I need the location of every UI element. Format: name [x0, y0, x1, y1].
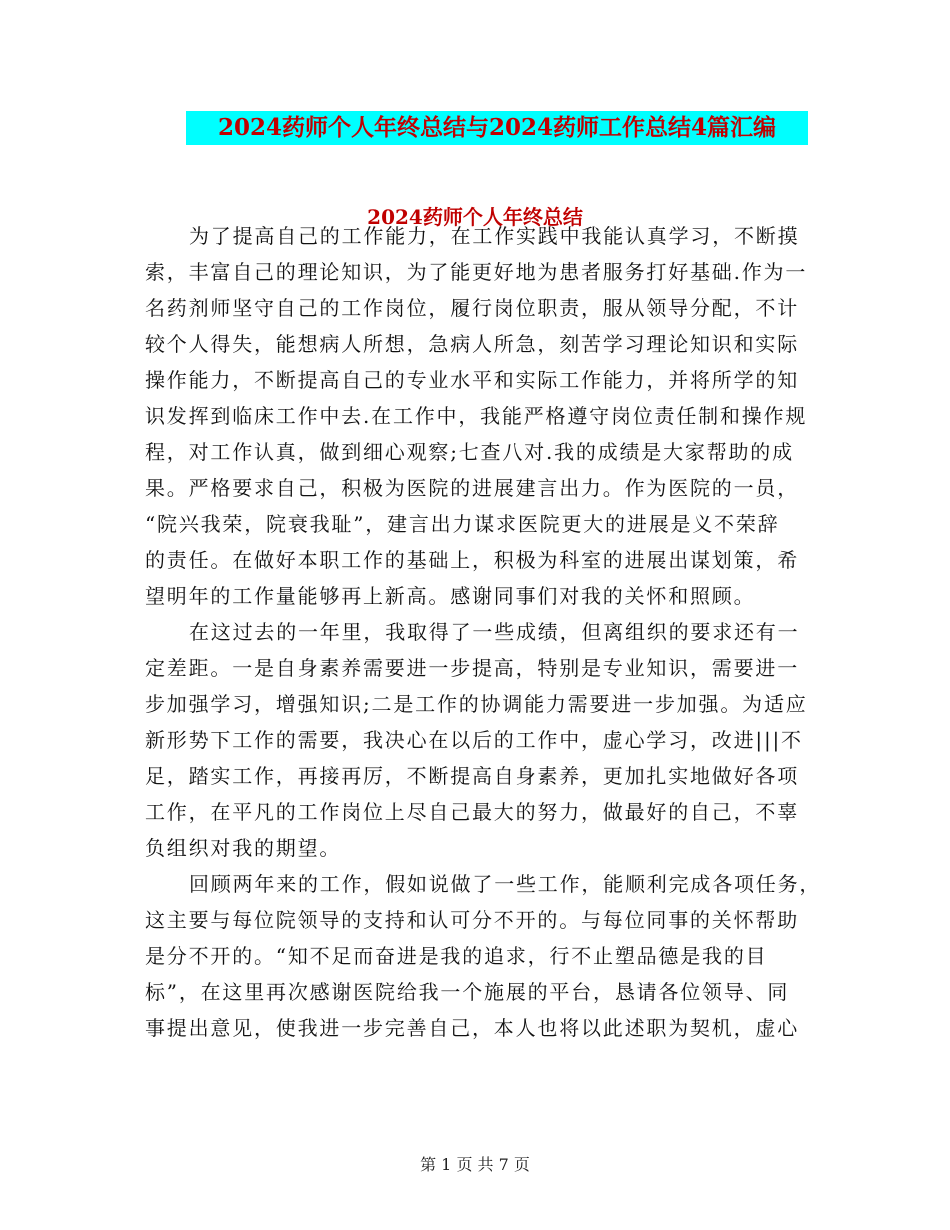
- paragraph-line: 操作能力，不断提高自己的专业水平和实际工作能力，并将所学的知: [145, 368, 799, 392]
- paragraph-line: 负组织对我的期望。: [145, 836, 342, 860]
- paragraph-line: 这主要与每位院领导的支持和认可分不开的。与每位同事的关怀帮助: [145, 908, 799, 932]
- section-title: 2024药师个人年终总结: [367, 205, 583, 229]
- paragraph-line: 较个人得失，能想病人所想，急病人所急，刻苦学习理论知识和实际: [145, 332, 799, 356]
- paragraph-line: 的责任。在做好本职工作的基础上，积极为科室的进展出谋划策，希: [145, 548, 799, 572]
- paragraph-line: 事提出意见，使我进一步完善自己，本人也将以此述职为契机，虚心: [145, 1016, 799, 1040]
- main-title: 2024药师个人年终总结与2024药师工作总结4篇汇编: [217, 114, 777, 141]
- paragraph-line: 标”，在这里再次感谢医院给我一个施展的平台，恳请各位领导、同: [145, 980, 790, 1004]
- paragraph-line: 为了提高自己的工作能力，在工作实践中我能认真学习，不断摸: [189, 224, 800, 248]
- paragraph-line: 索，丰富自己的理论知识，为了能更好地为患者服务打好基础.作为一: [145, 260, 808, 284]
- paragraph-line: 程，对工作认真，做到细心观察;七查八对.我的成绩是大家帮助的成: [145, 440, 794, 464]
- paragraph-line: 定差距。一是自身素养需要进一步提高，特别是专业知识，需要进一: [145, 656, 799, 680]
- paragraph-line: 足，踏实工作，再接再厉，不断提高自身素养，更加扎实地做好各项: [145, 764, 799, 788]
- paragraph-line: “院兴我荣，院衰我耻”，建言出力谋求医院更大的进展是义不荣辞: [145, 512, 780, 536]
- main-title-highlight: [186, 111, 808, 145]
- paragraph-line: 识发挥到临床工作中去.在工作中，我能严格遵守岗位责任制和操作规: [145, 404, 808, 428]
- paragraph-line: 名药剂师坚守自己的工作岗位，履行岗位职责，服从领导分配，不计: [145, 296, 799, 320]
- paragraph-line: 步加强学习，增强知识;二是工作的协调能力需要进一步加强。为适应: [145, 692, 808, 716]
- paragraph-line: 回顾两年来的工作，假如说做了一些工作，能顺利完成各项任务，: [189, 872, 822, 896]
- paragraph-line: 新形势下工作的需要，我决心在以后的工作中，虚心学习，改进|||不: [145, 728, 803, 752]
- paragraph-line: 是分不开的。“知不足而奋进是我的追求，行不止塑品德是我的目: [145, 944, 768, 968]
- paragraph-line: 工作，在平凡的工作岗位上尽自己最大的努力，做最好的自己，不辜: [145, 800, 799, 824]
- paragraph-line: 望明年的工作量能够再上新高。感谢同事们对我的关怀和照顾。: [145, 584, 756, 608]
- page-number-footer: 第 1 页 共 7 页: [420, 1155, 530, 1174]
- paragraph-line: 果。严格要求自己，积极为医院的进展建言出力。作为医院的一员，: [145, 476, 799, 500]
- paragraph-line: 在这过去的一年里，我取得了一些成绩，但离组织的要求还有一: [189, 620, 800, 644]
